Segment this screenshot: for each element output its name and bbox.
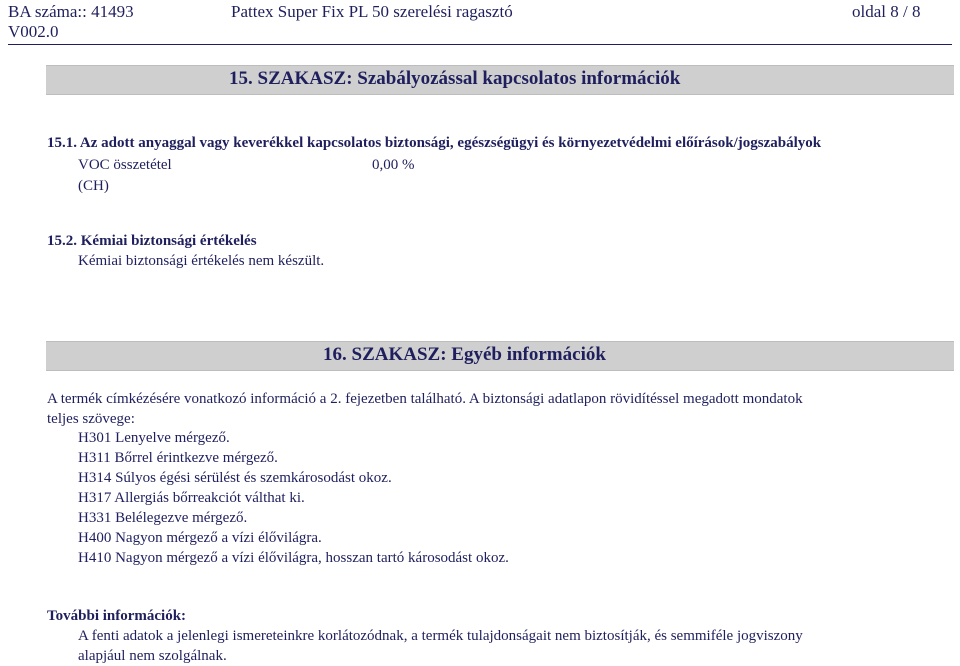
- section-15-title: 15. SZAKASZ: Szabályozással kapcsolatos információk: [229, 68, 681, 89]
- further-info-line-2: alapjául nem szolgálnak.: [78, 648, 227, 664]
- voc-value: 0,00 %: [372, 157, 415, 173]
- document-version: V002.0: [8, 22, 59, 41]
- voc-label: VOC összetétel: [78, 157, 172, 173]
- h-phrase-item: H314 Súlyos égési sérülést és szemkárosodást okoz.: [78, 470, 392, 486]
- section-16-intro-line-2: teljes szövege:: [47, 411, 135, 427]
- h-phrase-item: H331 Belélegezve mérgező.: [78, 510, 248, 526]
- subsection-15-2-heading: 15.2. Kémiai biztonsági értékelés: [47, 233, 257, 249]
- document-number: BA száma:: 41493: [8, 2, 134, 21]
- h-phrase-item: H301 Lenyelve mérgező.: [78, 430, 230, 446]
- further-info-line-1: A fenti adatok a jelenlegi ismereteinkre korlátozódnak, a termék tulajdonságait nem biztosítják, és semmiféle jogviszony: [78, 628, 803, 644]
- h-phrase-item: H410 Nagyon mérgező a vízi élővilágra, hosszan tartó károsodást okoz.: [78, 550, 509, 566]
- section-16-intro-line-1: A termék címkézésére vonatkozó információ a 2. fejezetben található. A biztonsági adatlapon rövidítéssel megadott mondatok: [47, 391, 803, 407]
- page-number: oldal 8 / 8: [852, 2, 921, 21]
- header-divider: [8, 44, 952, 45]
- product-name: Pattex Super Fix PL 50 szerelési ragasztó: [231, 2, 513, 21]
- subsection-15-1-heading: 15.1. Az adott anyaggal vagy keverékkel kapcsolatos biztonsági, egészségügyi és környezetvédelmi előírások/jogszabályok: [47, 135, 822, 151]
- h-phrase-list: [78, 429, 678, 569]
- voc-unit: (CH): [78, 178, 109, 194]
- h-phrase-item: H311 Bőrrel érintkezve mérgező.: [78, 450, 278, 466]
- further-info-heading: További információk:: [47, 608, 187, 624]
- chemical-safety-text: Kémiai biztonsági értékelés nem készült.: [78, 253, 325, 269]
- h-phrase-item: H317 Allergiás bőrreakciót válthat ki.: [78, 490, 305, 506]
- section-16-title: 16. SZAKASZ: Egyéb információk: [323, 344, 606, 365]
- h-phrase-item: H400 Nagyon mérgező a vízi élővilágra.: [78, 530, 322, 546]
